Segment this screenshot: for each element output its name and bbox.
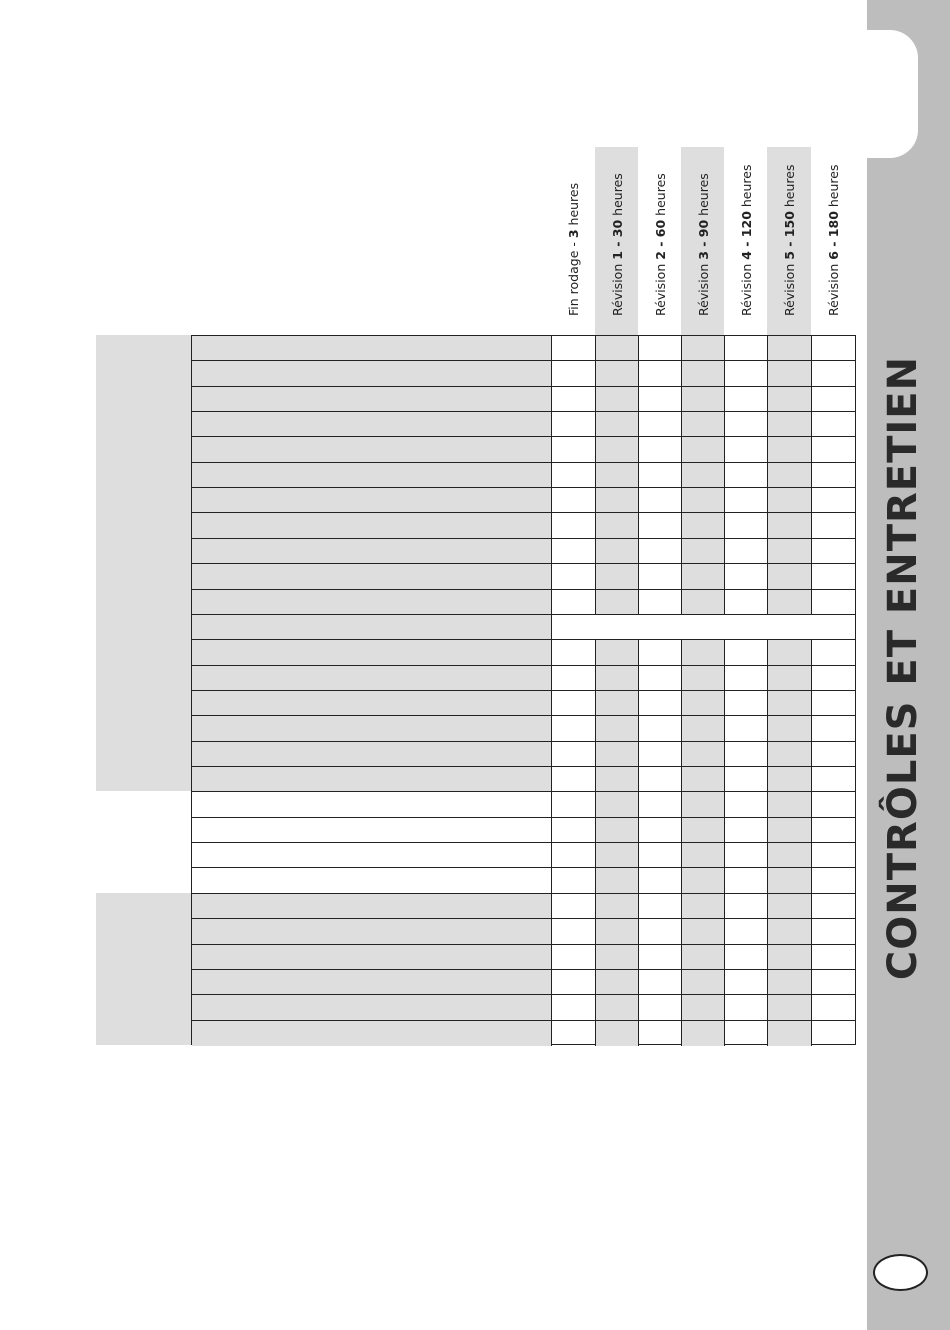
- check-cell[interactable]: [812, 564, 855, 589]
- table-row: [192, 412, 855, 437]
- table-row: [192, 919, 855, 944]
- check-cell[interactable]: [596, 1021, 639, 1046]
- table-row: [192, 1021, 855, 1046]
- column-header-label: Fin rodage - 3 heures: [566, 182, 581, 316]
- table-row: [192, 716, 855, 741]
- check-cell[interactable]: [596, 361, 639, 386]
- check-cell[interactable]: [725, 564, 768, 589]
- check-cell[interactable]: [552, 640, 596, 665]
- check-cell[interactable]: [725, 640, 768, 665]
- check-cell[interactable]: [552, 818, 596, 843]
- check-cell[interactable]: [768, 361, 812, 386]
- check-cell[interactable]: [725, 437, 768, 462]
- check-cell[interactable]: [552, 488, 596, 513]
- table-row: [192, 767, 855, 792]
- check-cell[interactable]: [639, 691, 682, 716]
- check-cell[interactable]: [639, 792, 682, 817]
- check-cell[interactable]: [639, 995, 682, 1020]
- check-cell[interactable]: [596, 843, 639, 868]
- check-cell[interactable]: [552, 767, 596, 792]
- check-cell[interactable]: [596, 945, 639, 970]
- check-cell[interactable]: [812, 1021, 855, 1046]
- check-cell[interactable]: [812, 513, 855, 538]
- column-header-label: Révision 1 - 30 heures: [609, 173, 625, 316]
- check-cell[interactable]: [639, 513, 682, 538]
- check-cell[interactable]: [552, 716, 596, 741]
- task-description-cell: [192, 666, 552, 691]
- check-cell[interactable]: [812, 970, 855, 995]
- table-row: [192, 513, 855, 538]
- check-cell[interactable]: [552, 868, 596, 893]
- check-cell[interactable]: [596, 792, 639, 817]
- check-cell[interactable]: [596, 818, 639, 843]
- table-row: [192, 995, 855, 1020]
- check-cell[interactable]: [596, 767, 639, 792]
- check-cell[interactable]: [682, 843, 725, 868]
- check-cell[interactable]: [682, 640, 725, 665]
- check-cell[interactable]: [596, 463, 639, 488]
- task-description-cell: [192, 615, 552, 640]
- table-row: [192, 818, 855, 843]
- table-row: [192, 894, 855, 919]
- check-cell[interactable]: [768, 336, 812, 361]
- check-cell[interactable]: [596, 640, 639, 665]
- check-cell[interactable]: [812, 590, 855, 615]
- check-cell[interactable]: [596, 387, 639, 412]
- task-description-cell: [192, 919, 552, 944]
- check-cell[interactable]: [639, 767, 682, 792]
- check-cell[interactable]: [552, 894, 596, 919]
- table-row: [192, 868, 855, 893]
- check-cell[interactable]: [768, 919, 812, 944]
- task-description-cell: [192, 767, 552, 792]
- check-cell[interactable]: [552, 995, 596, 1020]
- check-cell[interactable]: [639, 361, 682, 386]
- column-header: [767, 147, 811, 335]
- check-cell[interactable]: [768, 767, 812, 792]
- task-description-cell: [192, 463, 552, 488]
- check-cell[interactable]: [768, 843, 812, 868]
- row-group-label: [96, 791, 191, 892]
- check-cell[interactable]: [725, 767, 768, 792]
- check-cell[interactable]: [725, 691, 768, 716]
- check-cell[interactable]: [596, 590, 639, 615]
- table-row: [192, 437, 855, 462]
- task-description-cell: [192, 742, 552, 767]
- check-cell[interactable]: [725, 361, 768, 386]
- table-row: [192, 666, 855, 691]
- check-cell[interactable]: [725, 666, 768, 691]
- page-number: [873, 1254, 928, 1291]
- check-cell[interactable]: [552, 742, 596, 767]
- row-group-label: [96, 335, 191, 791]
- check-cell[interactable]: [725, 336, 768, 361]
- check-cell[interactable]: [682, 792, 725, 817]
- task-description-cell: [192, 640, 552, 665]
- task-description-cell: [192, 513, 552, 538]
- side-tab: [858, 30, 918, 158]
- check-cell[interactable]: [768, 387, 812, 412]
- task-description-cell: [192, 995, 552, 1020]
- check-cell[interactable]: [812, 463, 855, 488]
- check-cell[interactable]: [552, 945, 596, 970]
- check-cell[interactable]: [552, 412, 596, 437]
- check-cell[interactable]: [768, 742, 812, 767]
- check-cell[interactable]: [682, 539, 725, 564]
- check-cell[interactable]: [682, 818, 725, 843]
- table-row: [192, 564, 855, 589]
- check-cell[interactable]: [812, 995, 855, 1020]
- check-cell[interactable]: [768, 640, 812, 665]
- check-cell[interactable]: [682, 767, 725, 792]
- table-row: [192, 792, 855, 817]
- check-cell[interactable]: [725, 945, 768, 970]
- check-cell[interactable]: [725, 1021, 768, 1046]
- column-header-label: Révision 3 - 90 heures: [695, 173, 711, 316]
- check-cell[interactable]: [725, 970, 768, 995]
- table-row: [192, 691, 855, 716]
- table-row: [192, 539, 855, 564]
- check-cell[interactable]: [682, 513, 725, 538]
- check-cell[interactable]: [768, 995, 812, 1020]
- check-cell[interactable]: [639, 716, 682, 741]
- task-description-cell: [192, 590, 552, 615]
- check-cell[interactable]: [812, 843, 855, 868]
- check-cell[interactable]: [682, 437, 725, 462]
- check-cell[interactable]: [596, 666, 639, 691]
- task-description-cell: [192, 488, 552, 513]
- check-cell[interactable]: [552, 539, 596, 564]
- check-cell[interactable]: [682, 742, 725, 767]
- check-cell[interactable]: [639, 1021, 682, 1046]
- task-description-cell: [192, 792, 552, 817]
- column-header-label: Révision 6 - 180 heures: [825, 164, 841, 316]
- check-cell[interactable]: [639, 818, 682, 843]
- table-row: [192, 615, 855, 640]
- row-group-label: [96, 893, 191, 1045]
- check-cell[interactable]: [768, 564, 812, 589]
- check-cell[interactable]: [682, 387, 725, 412]
- check-cell[interactable]: [682, 488, 725, 513]
- table-row: [192, 742, 855, 767]
- check-cell[interactable]: [725, 590, 768, 615]
- check-cell[interactable]: [682, 1021, 725, 1046]
- check-cell[interactable]: [768, 792, 812, 817]
- check-cell[interactable]: [639, 564, 682, 589]
- check-cell[interactable]: [552, 513, 596, 538]
- check-cell[interactable]: [552, 463, 596, 488]
- check-cell[interactable]: [639, 894, 682, 919]
- check-cell[interactable]: [812, 666, 855, 691]
- check-cell[interactable]: [639, 666, 682, 691]
- check-cell[interactable]: [812, 919, 855, 944]
- check-cell[interactable]: [552, 387, 596, 412]
- task-description-cell: [192, 894, 552, 919]
- check-cell[interactable]: [596, 564, 639, 589]
- check-cell[interactable]: [725, 716, 768, 741]
- check-cell[interactable]: [812, 691, 855, 716]
- check-cell[interactable]: [682, 666, 725, 691]
- check-cell[interactable]: [596, 539, 639, 564]
- task-description-cell: [192, 945, 552, 970]
- check-cell[interactable]: [682, 970, 725, 995]
- check-cell[interactable]: [552, 361, 596, 386]
- check-cell[interactable]: [812, 387, 855, 412]
- table-row: [192, 590, 855, 615]
- column-header-label: Révision 2 - 60 heures: [652, 173, 668, 316]
- check-cell[interactable]: [682, 336, 725, 361]
- check-cell[interactable]: [725, 995, 768, 1020]
- check-cell[interactable]: [596, 336, 639, 361]
- check-cell[interactable]: [725, 387, 768, 412]
- maintenance-table: [191, 335, 856, 1045]
- column-header: [811, 147, 854, 335]
- check-cell[interactable]: [768, 590, 812, 615]
- check-cell[interactable]: [812, 767, 855, 792]
- table-row: [192, 843, 855, 868]
- check-cell[interactable]: [725, 894, 768, 919]
- column-header-label: Révision 5 - 150 heures: [782, 164, 797, 316]
- task-description-cell: [192, 868, 552, 893]
- column-header: [724, 147, 767, 335]
- check-cell[interactable]: [725, 488, 768, 513]
- check-cell[interactable]: [812, 894, 855, 919]
- check-cell[interactable]: [552, 970, 596, 995]
- check-cell[interactable]: [725, 868, 768, 893]
- check-cell[interactable]: [812, 716, 855, 741]
- check-cell[interactable]: [725, 539, 768, 564]
- column-header: [681, 147, 724, 335]
- check-cell[interactable]: [596, 412, 639, 437]
- check-cell[interactable]: [552, 590, 596, 615]
- check-cell[interactable]: [812, 361, 855, 386]
- column-header: [595, 147, 638, 335]
- check-cell[interactable]: [552, 564, 596, 589]
- check-cell[interactable]: [812, 412, 855, 437]
- task-description-cell: [192, 1021, 552, 1046]
- check-cell[interactable]: [682, 945, 725, 970]
- check-cell[interactable]: [812, 336, 855, 361]
- table-row: [192, 945, 855, 970]
- check-cell[interactable]: [768, 513, 812, 538]
- check-cell[interactable]: [768, 970, 812, 995]
- task-description-cell: [192, 387, 552, 412]
- check-cell[interactable]: [682, 995, 725, 1020]
- table-row: [192, 970, 855, 995]
- check-cell[interactable]: [682, 463, 725, 488]
- check-cell[interactable]: [639, 843, 682, 868]
- check-cell[interactable]: [639, 539, 682, 564]
- check-cell[interactable]: [768, 716, 812, 741]
- check-cell[interactable]: [768, 945, 812, 970]
- task-description-cell: [192, 412, 552, 437]
- check-cell[interactable]: [812, 640, 855, 665]
- check-cell[interactable]: [682, 868, 725, 893]
- check-cell[interactable]: [682, 590, 725, 615]
- check-cell[interactable]: [725, 919, 768, 944]
- check-cell[interactable]: [639, 590, 682, 615]
- check-cell[interactable]: [596, 716, 639, 741]
- check-cell[interactable]: [768, 437, 812, 462]
- check-cell[interactable]: [768, 818, 812, 843]
- check-cell[interactable]: [768, 868, 812, 893]
- check-cell[interactable]: [768, 1021, 812, 1046]
- table-row: [192, 361, 855, 386]
- task-description-cell: [192, 691, 552, 716]
- task-description-cell: [192, 437, 552, 462]
- check-cell[interactable]: [596, 437, 639, 462]
- check-cell[interactable]: [552, 691, 596, 716]
- check-cell[interactable]: [596, 742, 639, 767]
- check-cell[interactable]: [596, 868, 639, 893]
- check-cell[interactable]: [552, 843, 596, 868]
- check-cell[interactable]: [639, 742, 682, 767]
- column-header: [638, 147, 681, 335]
- check-cell[interactable]: [682, 919, 725, 944]
- check-cell[interactable]: [682, 691, 725, 716]
- check-cell[interactable]: [768, 488, 812, 513]
- check-cell[interactable]: [812, 868, 855, 893]
- check-cell[interactable]: [639, 463, 682, 488]
- check-cell[interactable]: [552, 336, 596, 361]
- check-cell[interactable]: [596, 970, 639, 995]
- check-cell[interactable]: [768, 691, 812, 716]
- check-cell[interactable]: [552, 1021, 596, 1046]
- check-cell[interactable]: [812, 792, 855, 817]
- task-description-cell: [192, 361, 552, 386]
- table-row: [192, 640, 855, 665]
- check-cell[interactable]: [639, 945, 682, 970]
- check-cell[interactable]: [639, 868, 682, 893]
- check-cell[interactable]: [639, 412, 682, 437]
- check-cell[interactable]: [552, 666, 596, 691]
- check-cell[interactable]: [639, 640, 682, 665]
- check-cell[interactable]: [596, 894, 639, 919]
- check-cell[interactable]: [596, 488, 639, 513]
- check-cell[interactable]: [725, 742, 768, 767]
- check-cell[interactable]: [725, 513, 768, 538]
- check-cell[interactable]: [639, 488, 682, 513]
- task-description-cell: [192, 970, 552, 995]
- check-cell[interactable]: [596, 995, 639, 1020]
- check-cell[interactable]: [682, 361, 725, 386]
- check-cell[interactable]: [639, 970, 682, 995]
- table-row: [192, 336, 855, 361]
- task-description-cell: [192, 843, 552, 868]
- check-cell[interactable]: [768, 412, 812, 437]
- section-title: CONTRÔLES ET ENTRETIEN: [880, 355, 926, 981]
- column-header: [551, 147, 595, 335]
- check-cell[interactable]: [768, 463, 812, 488]
- check-cell[interactable]: [682, 412, 725, 437]
- column-header-label: Révision 4 - 120 heures: [738, 164, 754, 316]
- check-cell[interactable]: [639, 919, 682, 944]
- check-cell[interactable]: [682, 564, 725, 589]
- task-description-cell: [192, 539, 552, 564]
- table-row: [192, 387, 855, 412]
- task-description-cell: [192, 716, 552, 741]
- task-description-cell: [192, 564, 552, 589]
- check-cell[interactable]: [639, 437, 682, 462]
- check-cell[interactable]: [768, 539, 812, 564]
- check-cell[interactable]: [596, 691, 639, 716]
- check-cell[interactable]: [812, 742, 855, 767]
- task-description-cell: [192, 818, 552, 843]
- check-cell[interactable]: [552, 437, 596, 462]
- check-cell[interactable]: [725, 412, 768, 437]
- table-row: [192, 488, 855, 513]
- check-cell[interactable]: [768, 666, 812, 691]
- check-cell[interactable]: [596, 919, 639, 944]
- check-cell[interactable]: [639, 387, 682, 412]
- check-cell[interactable]: [552, 792, 596, 817]
- check-cell[interactable]: [812, 539, 855, 564]
- check-cell[interactable]: [639, 336, 682, 361]
- table-row: [192, 463, 855, 488]
- check-cell[interactable]: [552, 919, 596, 944]
- check-cell[interactable]: [682, 716, 725, 741]
- merged-check-cell: [552, 615, 855, 640]
- check-cell[interactable]: [725, 843, 768, 868]
- check-cell[interactable]: [812, 437, 855, 462]
- check-cell[interactable]: [812, 488, 855, 513]
- check-cell[interactable]: [725, 792, 768, 817]
- check-cell[interactable]: [812, 818, 855, 843]
- check-cell[interactable]: [812, 945, 855, 970]
- check-cell[interactable]: [596, 513, 639, 538]
- check-cell[interactable]: [682, 894, 725, 919]
- task-description-cell: [192, 336, 552, 361]
- check-cell[interactable]: [768, 894, 812, 919]
- check-cell[interactable]: [725, 463, 768, 488]
- check-cell[interactable]: [725, 818, 768, 843]
